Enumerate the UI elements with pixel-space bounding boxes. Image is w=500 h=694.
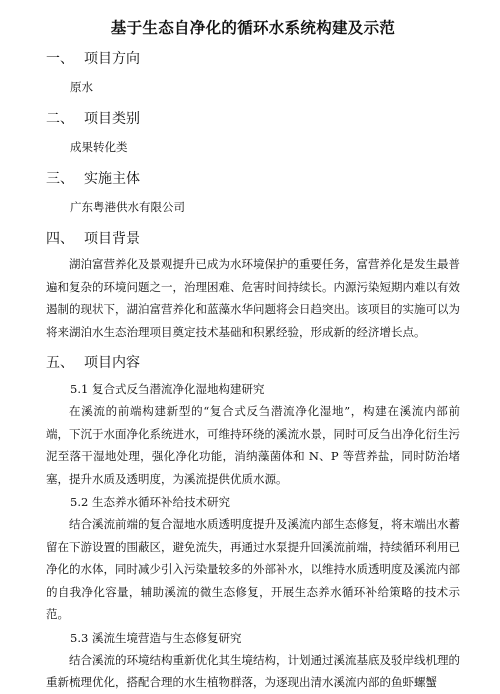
section-heading <box>46 105 460 133</box>
section-heading <box>46 45 460 73</box>
section-body: 广东粤港供水有限公司 <box>70 200 185 214</box>
section-number: 一、 <box>46 51 74 67</box>
document-title: 基于生态自净化的循环水系统构建及示范 <box>110 19 396 37</box>
background-paragraph: 湖泊富营养化及景观提升已成为水环境保护的重要任务，富营养化是发生最普遍和复杂的环境问题之一，治理困难、危害时间持续长。内源污染短期内难以有效遏制的现状下，湖泊富营养化和蓝藻水华问题将会日趋突出。该项目的实施可以为将来湖泊水生态治理项目奠定技术基础和积累经验，形成新的经济增长点。 <box>46 257 460 339</box>
section-background <box>46 225 460 343</box>
section-heading <box>46 165 460 193</box>
subsection-heading-5-2: 5.2 生态养水循环补给技术研究 <box>70 495 230 509</box>
section-number: 二、 <box>46 111 74 127</box>
section-heading <box>46 225 460 253</box>
section-direction <box>46 45 460 99</box>
section-heading <box>46 349 460 377</box>
section-number: 五、 <box>46 355 74 371</box>
section-title: 项目类别 <box>84 111 140 127</box>
subsection-heading-5-3: 5.3 溪流生境营造与生态修复研究 <box>70 630 242 645</box>
section-category <box>46 105 460 159</box>
section-body: 成果转化类 <box>70 140 128 154</box>
section-title: 实施主体 <box>84 171 140 187</box>
subsection-paragraph-5-3: 结合溪流的环境结构重新优化其生境结构，计划通过溪流基底及驳岸线机理的重新梳理优化，搭配合理的水生植物群落，为逐现出清水溪流内部的鱼虾螺蟹 <box>46 652 460 689</box>
section-title: 项目背景 <box>84 231 140 247</box>
subsection-paragraph-5-1: 在溪流的前端构建新型的“复合式反刍潜流净化湿地”，构建在溪流内部前端，下沉于水面净化系统进水，可维持环绕的溪流水景，同时可反刍出净化衍生污泥至落干湿地处理，强化净化功能，消纳藻菌体和 N、P 等营养盐，同时防治堵塞，提升水质及透明度，为溪流提供优质水源。 <box>46 404 460 486</box>
subsection-heading-5-1: 5.1 复合式反刍潜流净化湿地构建研究 <box>70 382 265 396</box>
section-title: 项目内容 <box>84 355 140 371</box>
section-content <box>46 349 460 694</box>
section-body: 原水 <box>70 80 93 94</box>
section-title: 项目方向 <box>84 51 140 67</box>
section-number: 三、 <box>46 171 74 187</box>
section-number: 四、 <box>46 231 74 247</box>
section-implementer <box>46 165 460 219</box>
subsection-paragraph-5-2: 结合溪流前端的复合湿地水质透明度提升及溪流内部生态修复，将末端出水蓄留在下游设置的围蔽区，避免流失，再通过水泵提升回溪流前端，持续循环利用已净化的水体，同时减少引入污染量较多的外部补水，以维持水质透明度及溪流内部的自我净化容量，辅助溪流的微生态修复，开展生态养水循环补给策略的技术示范。 <box>46 517 460 621</box>
